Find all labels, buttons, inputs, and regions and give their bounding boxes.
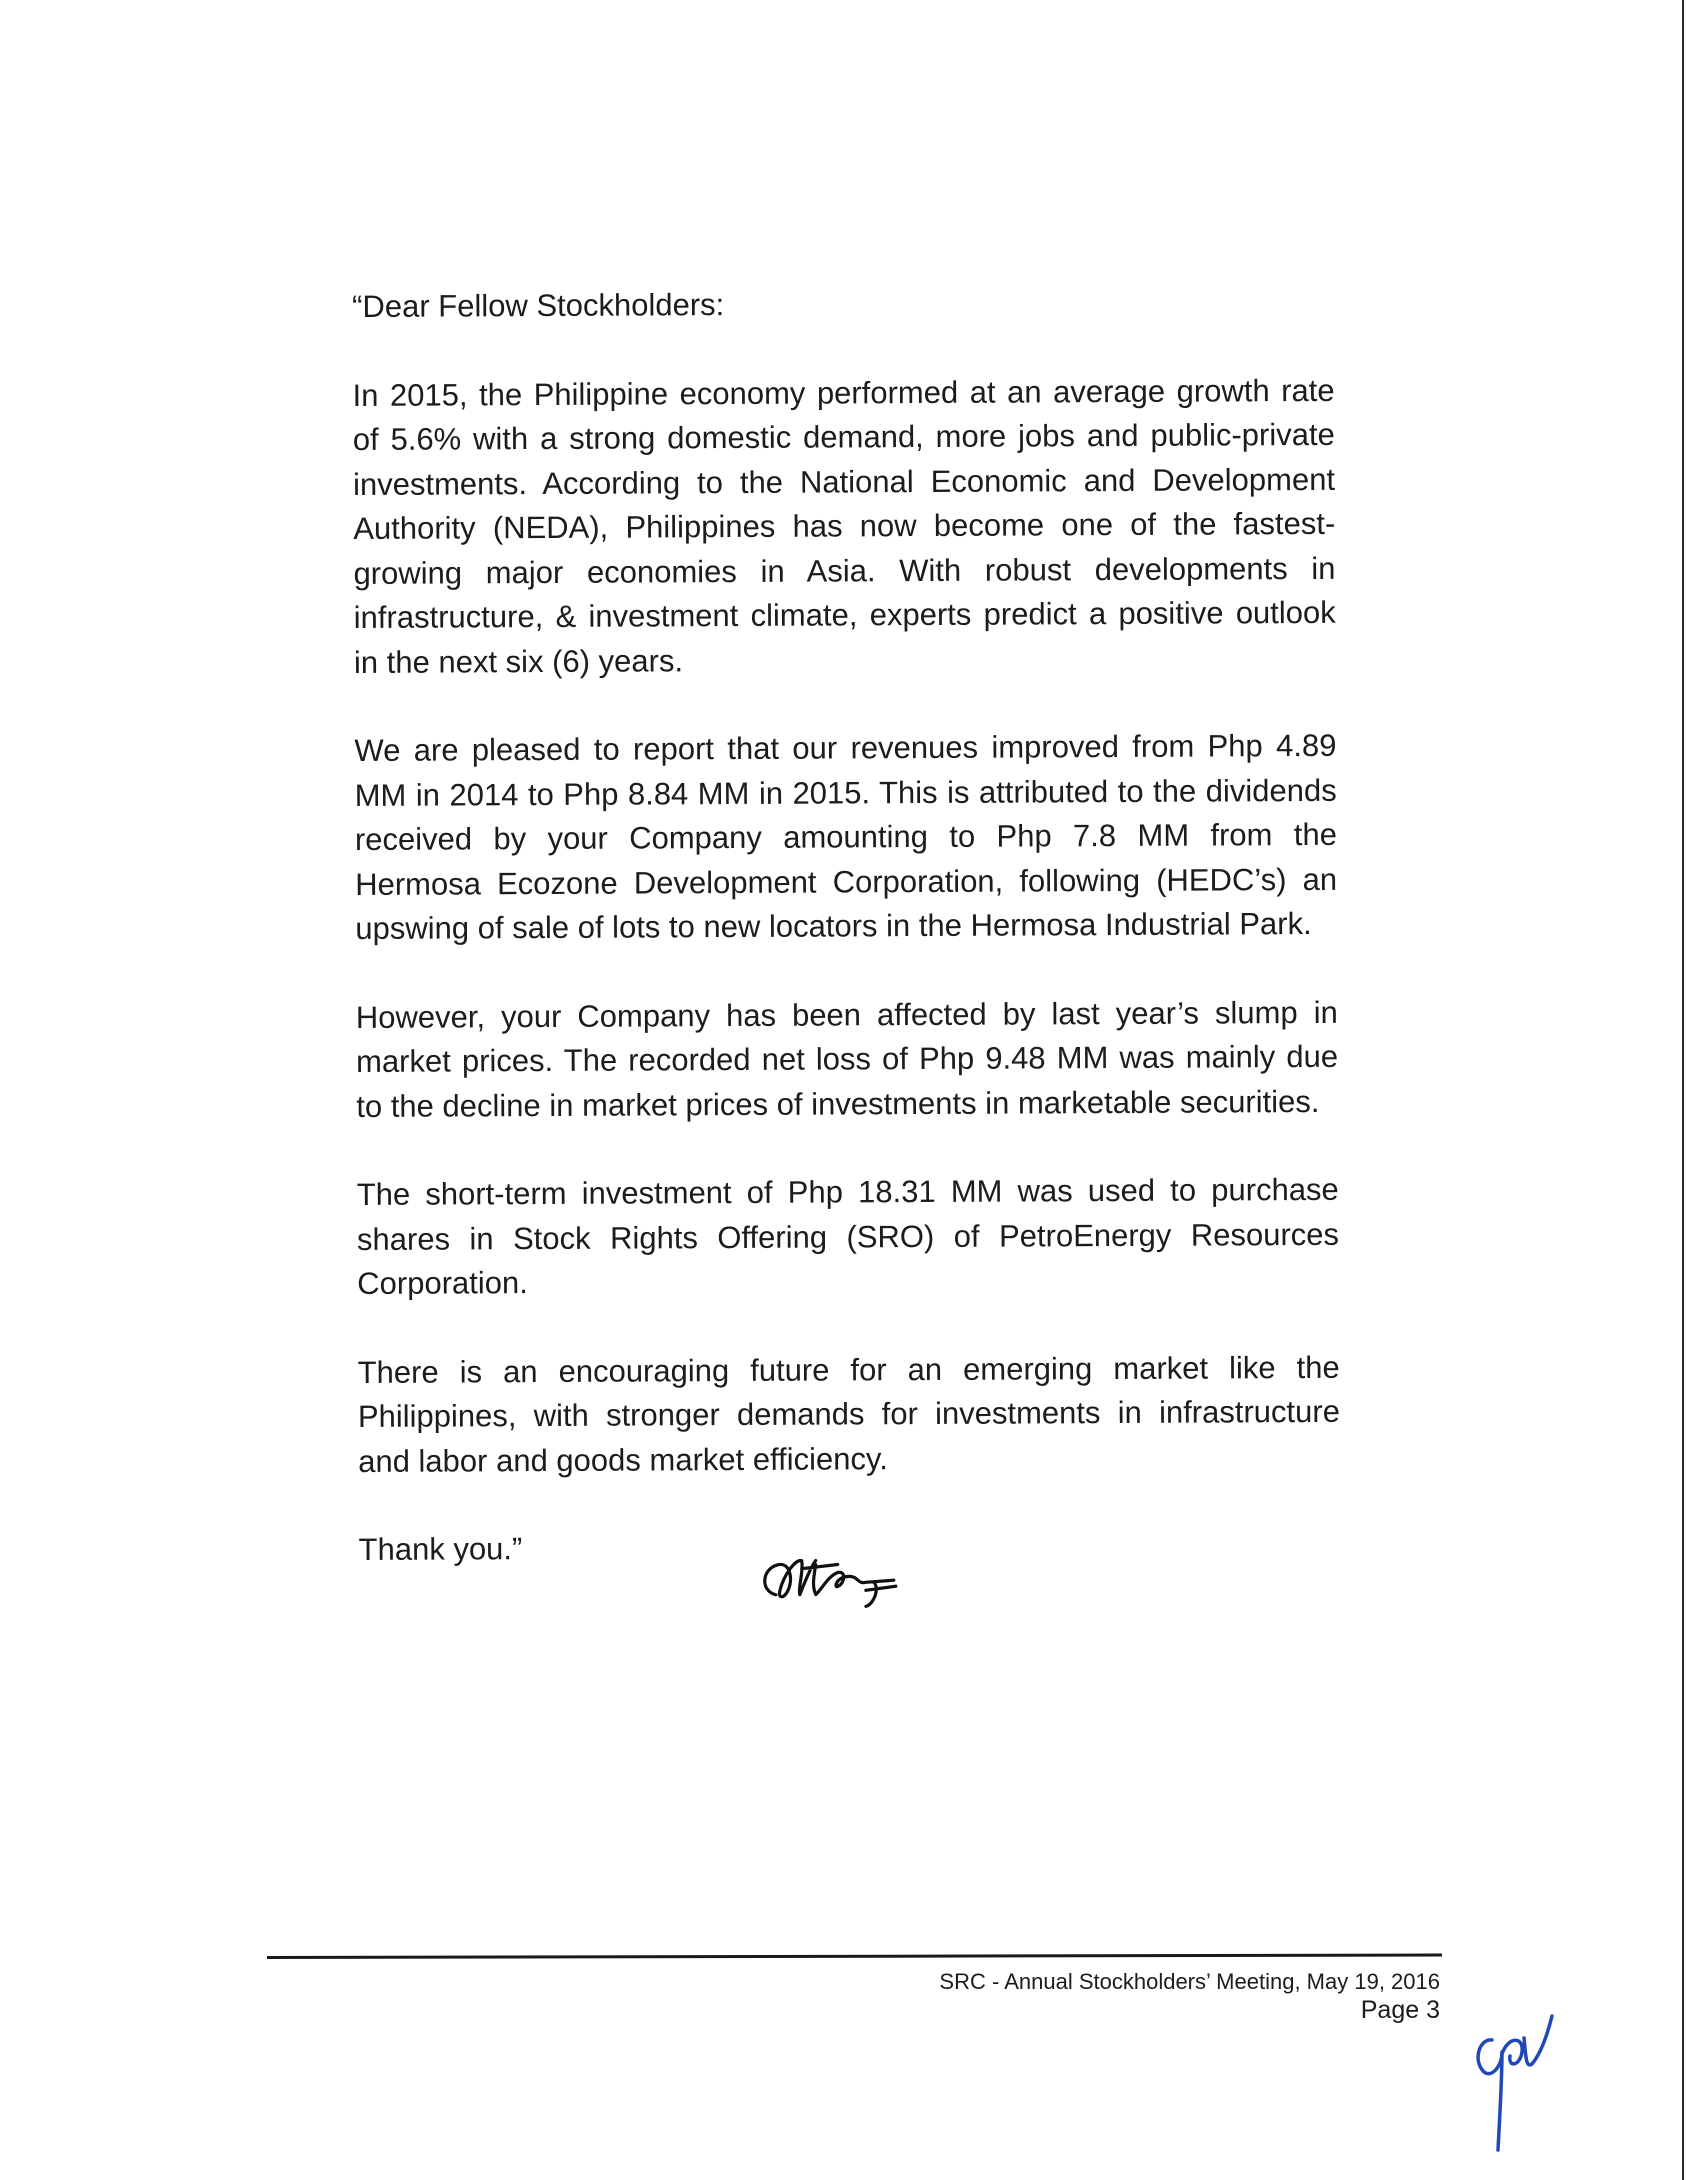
salutation: “Dear Fellow Stockholders: [352, 287, 725, 324]
paragraph-investment: The short-term investment of Php 18.31 MM was used to purchase shares in Stock Rights Offering (SRO) of PetroEnergy Resources Corporation. [356, 1171, 1340, 1301]
footer [939, 1968, 1440, 2024]
paragraph-economy: In 2015, the Philippine economy performed at an average growth rate of 5.6% with a strong domestic demand, more jobs and public-private investments. According to the National Economic and Development Authority (NEDA), Philippines has now become one of the fastest-growing major economies in Asia. With robust developments in infrastructure, & investment climate, experts predict a positive outlook in the next six (6) years. [352, 372, 1336, 680]
initials-mark [1462, 2010, 1562, 2160]
paragraph-revenues: We are pleased to report that our revenues improved from Php 4.89 MM in 2014 to Php 8.84 MM in 2015. This is attributed to the dividends received by your Company amounting to Php 7.8 MM from the Hermosa Ecozone Development Corporation, following (HEDC’s) an upswing of sale of lots to new locators in the Hermosa Industrial Park. [354, 727, 1338, 946]
page-number: Page 3 [1360, 1996, 1440, 2024]
footer-rule [267, 1954, 1442, 1959]
paragraph-net-loss: However, your Company has been affected by last year’s slump in market prices. The recorded net loss of Php 9.48 MM was mainly due to the decline in market prices of investments in marketable securities. [355, 994, 1339, 1124]
letter-body [352, 280, 1341, 1573]
footer-meeting: SRC - Annual Stockholders’ Meeting, May 19, 2016 [939, 1969, 1440, 1994]
signature [754, 1546, 924, 1617]
closing: Thank you.” [358, 1531, 523, 1567]
closing-block [359, 1523, 1341, 1573]
page-edge [1682, 0, 1684, 2180]
paragraph-outlook: There is an encouraging future for an emerging market like the Philippines, with stronger demands for investments in infrastructure and labor and goods market efficiency. [357, 1349, 1341, 1479]
